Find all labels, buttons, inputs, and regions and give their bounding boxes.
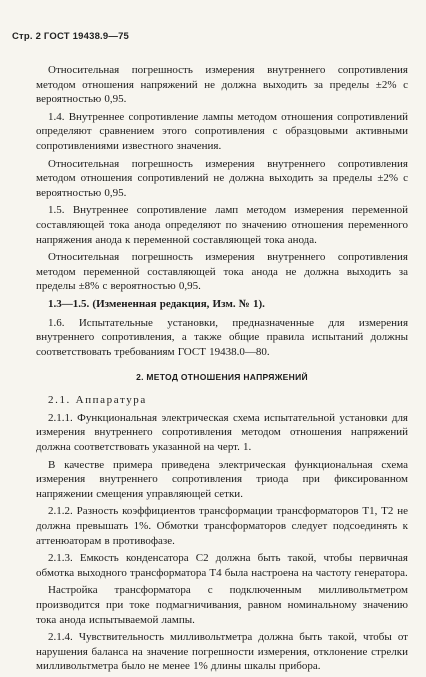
paragraph-2-1-4: 2.1.4. Чувствительность милливольтметра должна быть такой, чтобы от нарушения баланса на значение погрешности измерения, отклонение стрелки милливольтметра было не менее 1% длины шкалы прибора. [36, 631, 408, 673]
paragraph-accuracy-resistance-ratio: Относительная погрешность измерения внутреннего сопротивления методом отношения сопротивлений не должна выходить за пределы ±2% с вероятностью 0,95. [36, 157, 408, 199]
paragraph-2-1-3: 2.1.3. Емкость конденсатора С2 должна быть такой, чтобы первичная обмотка выходного трансформатора Т4 была настроена на частоту генератора. [36, 552, 408, 579]
paragraph-1-5: 1.5. Внутреннее сопротивление ламп методом измерения переменной составляющей тока анода определяют по значению отношения переменного напряжения анода к переменной составляющей тока анода. [36, 204, 408, 246]
apparatus-heading-text: 2.1. Аппаратура [48, 394, 147, 407]
paragraph-2-1-heading [36, 393, 408, 408]
section-heading: 2. МЕТОД ОТНОШЕНИЯ НАПРЯЖЕНИЙ [136, 372, 308, 383]
paragraph-accuracy-ac-component: Относительная погрешность измерения внутреннего сопротивления методом переменной составляющей тока анода не должна выходить за пределы ±8% с вероятностью 0,95. [36, 251, 408, 293]
paragraph-1-6: 1.6. Испытательные установки, предназначенные для измерения внутреннего сопротивления, а также общие правила испытаний должны соответствовать требованиям ГОСТ 19438.0—80. [36, 316, 408, 358]
page-header: Стр. 2 ГОСТ 19438.9—75 [12, 31, 130, 42]
paragraph-amendment-note [36, 297, 408, 312]
paragraph-accuracy-voltage-ratio: Относительная погрешность измерения внутреннего сопротивления методом отношения напряжений не должна выходить за пределы ±2% с вероятностью 0,95. [36, 64, 408, 106]
paragraph-example-scheme: В качестве примера приведена электрическая функциональная схема измерения внутреннего сопротивления триода при фиксированном напряжении смещения управляющей сетки. [36, 458, 408, 500]
paragraph-2-1-1: 2.1.1. Функциональная электрическая схема испытательной установки для измерения внутреннего сопротивления методом отношения напряжений должна соответствовать указанной на черт. 1. [36, 411, 408, 454]
paragraph-1-4: 1.4. Внутреннее сопротивление лампы методом отношения сопротивлений определяют сравнением этого сопротивления с образцовыми активными сопротивлениями известного значения. [36, 110, 408, 152]
document-body [36, 63, 408, 677]
paragraph-2-1-2: 2.1.2. Разность коэффициентов трансформации трансформаторов Т1, Т2 не должна превышать 1%. Обмотки трансформаторов следует подсоединять к аттенюаторам в противофазе. [36, 505, 408, 547]
amendment-note-text: 1.3—1.5. (Измененная редакция, Изм. № 1). [48, 297, 265, 310]
paragraph-transformer-tuning: Настройка трансформатора с подключенным милливольтметром производится при токе подмагничивания, равном номинальному значению тока анода испытываемой лампы. [36, 584, 408, 626]
